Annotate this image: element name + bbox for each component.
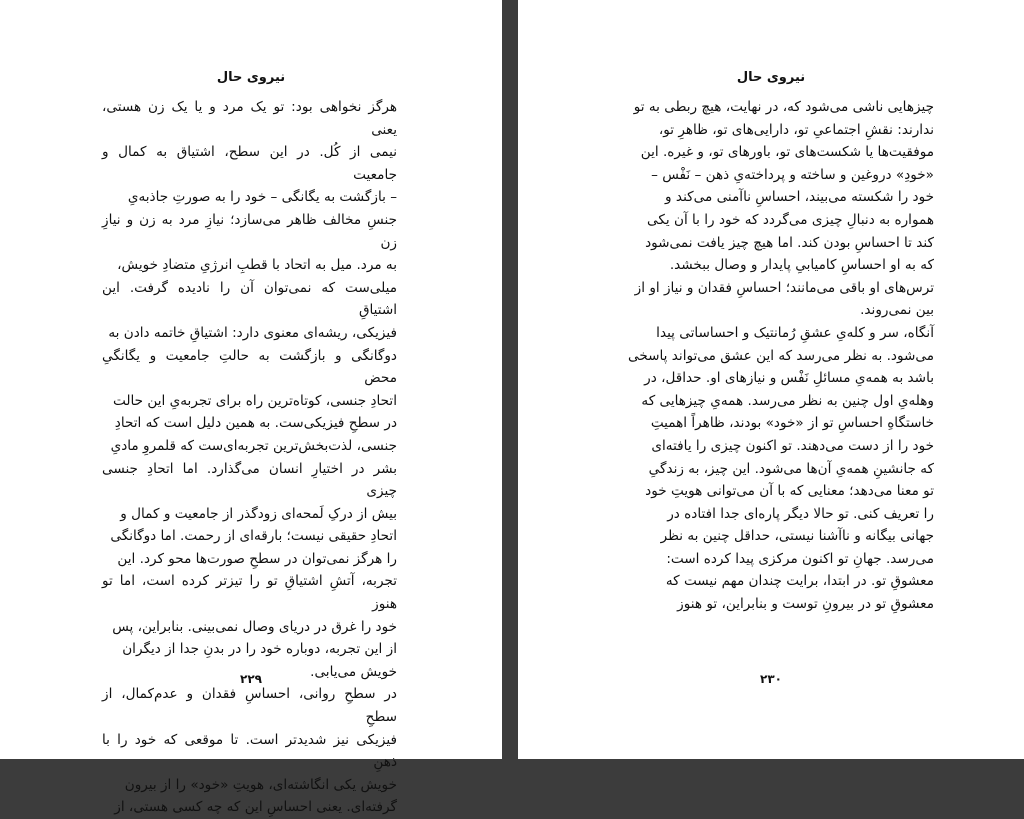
book-page-left [0,0,502,816]
running-header: نیروی حال [736,70,806,85]
page-number: ۲۲۹ [240,672,262,686]
page-number: ۲۳۰ [760,672,782,686]
paragraph: آنگاه، سر و کله‌یِ عشقِ رُمانتیک و احساساتی پیدا می‌شود. به نظر می‌رسد که این عشق می‌تواند پاسخی باشد به همه‌یِ مسائلِ نَفْس و نیازهای او. حداقل، در وهله‌یِ اول چنین به نظر می‌رسد. همه‌یِ چیزهایی که خاستگاهِ احساسِ تو از «خود» بودند، ظاهراً اهمیتِ خود را از دست می‌دهند. تو اکنون چیزی را یافته‌ای که جانشینِ همه‌یِ آن‌ها می‌شود. این چیز، به زندگیِ تو معنا می‌دهد؛ معنایی که با آن می‌توانی هویتِ خود را تعریف کنی. تو حالا دیگر پاره‌ای جدا افتاده در جهانی بیگانه و ناآشنا نیستی، حداقل چنین به نظر می‌رسد. جهانِ تو اکنون مرکزی پیدا کرده است: معشوقِ تو. در ابتدا، برایت چندان مهم نیست که معشوقِ تو در بیرونِ توست و بنابراین، تو هنوز [628,324,934,613]
page-gutter [502,0,518,759]
page-body-text [620,96,934,616]
book-page-right [518,0,1024,759]
running-header: نیروی حال [216,70,286,85]
page-body-text [102,96,397,819]
paragraph: هرگز نخواهی بود: تو یک مرد و یا یک زن هستی، یعنی نیمی از کُل. در این سطح، اشتیاق به کمال و جامعیت – بازگشت به یگانگی – خود را به صورتِ جاذبه‌یِ جنسِ مخالف ظاهر می‌سازد؛ نیازِ مرد به زن و نیازِ زن به مرد. میل به اتحاد با قطبِ انرژیِ متضادِ خویش، میلی‌ست که نمی‌توان آن را نادیده گرفت. این اشتیاقِ فیزیکی، ریشه‌ای معنوی دارد: اشتیاقِ خاتمه دادن به دوگانگی و بازگشت به حالتِ جامعیت و یگانگیِ محض اتحادِ جنسی، کوتاه‌ترین راه برای تجربه‌یِ این حالت در سطحِ فیزیکی‌ست. به همین دلیل است که اتحادِ جنسی، لذت‌بخش‌ترین تجربه‌ای‌ست که قلمروِ مادیِ بشر در اختیارِ انسان می‌گذارد. اما اتحادِ جنسی چیزی بیش از درکِ لَمحه‌ای زودگذر از جامعیت و کمال و اتحادِ حقیقی نیست؛ بارقه‌ای از رحمت. اما دوگانگی را هرگز نمی‌توان در سطحِ صورت‌ها محو کرد. این تجربه، آتشِ اشتیاقِ تو را تیزتر کرده است، اما تو هنوز خود را غرق در دریای وصال نمی‌بینی. بنابراین، پس از این تجربه، دوباره خود را در بدنِ جدا از دیگران خویش می‌یابی. [102,99,397,680]
paragraph: در سطحِ روانی، احساسِ فقدان و عدم‌کمال، از سطحِ فیزیکی نیز شدیدتر است. تا موقعی که خود را با ذهنِ خویش یکی انگاشته‌ای، هویتِ «خود» را از بیرون گرفته‌ای. یعنی احساسِ این که چه کسی هستی، از [102,686,397,816]
paragraph: چیزهایی ناشی می‌شود که، در نهایت، هیچ ربطی به تو ندارند: نقشِ اجتماعیِ تو، دارایی‌های تو، ظاهرِ تو، موفقیت‌ها یا شکست‌های تو، باورهای تو، و غیره. این «خودِ» دروغین و ساخته و پرداخته‌یِ ذهن – نَفْس – خود را شکسته می‌بیند، احساسِ ناآمنی می‌کند و همواره به دنبالِ چیزی می‌گردد که خود را با آن یکی کند تا احساسِ بودن کند. اما هیچ چیز یافت نمی‌شود که به او احساسِ کامیابیِ پایدار و وصال ببخشد. ترس‌های او باقی می‌مانند؛ احساسِ فقدان و نیاز او از بین نمی‌روند. [633,99,934,319]
